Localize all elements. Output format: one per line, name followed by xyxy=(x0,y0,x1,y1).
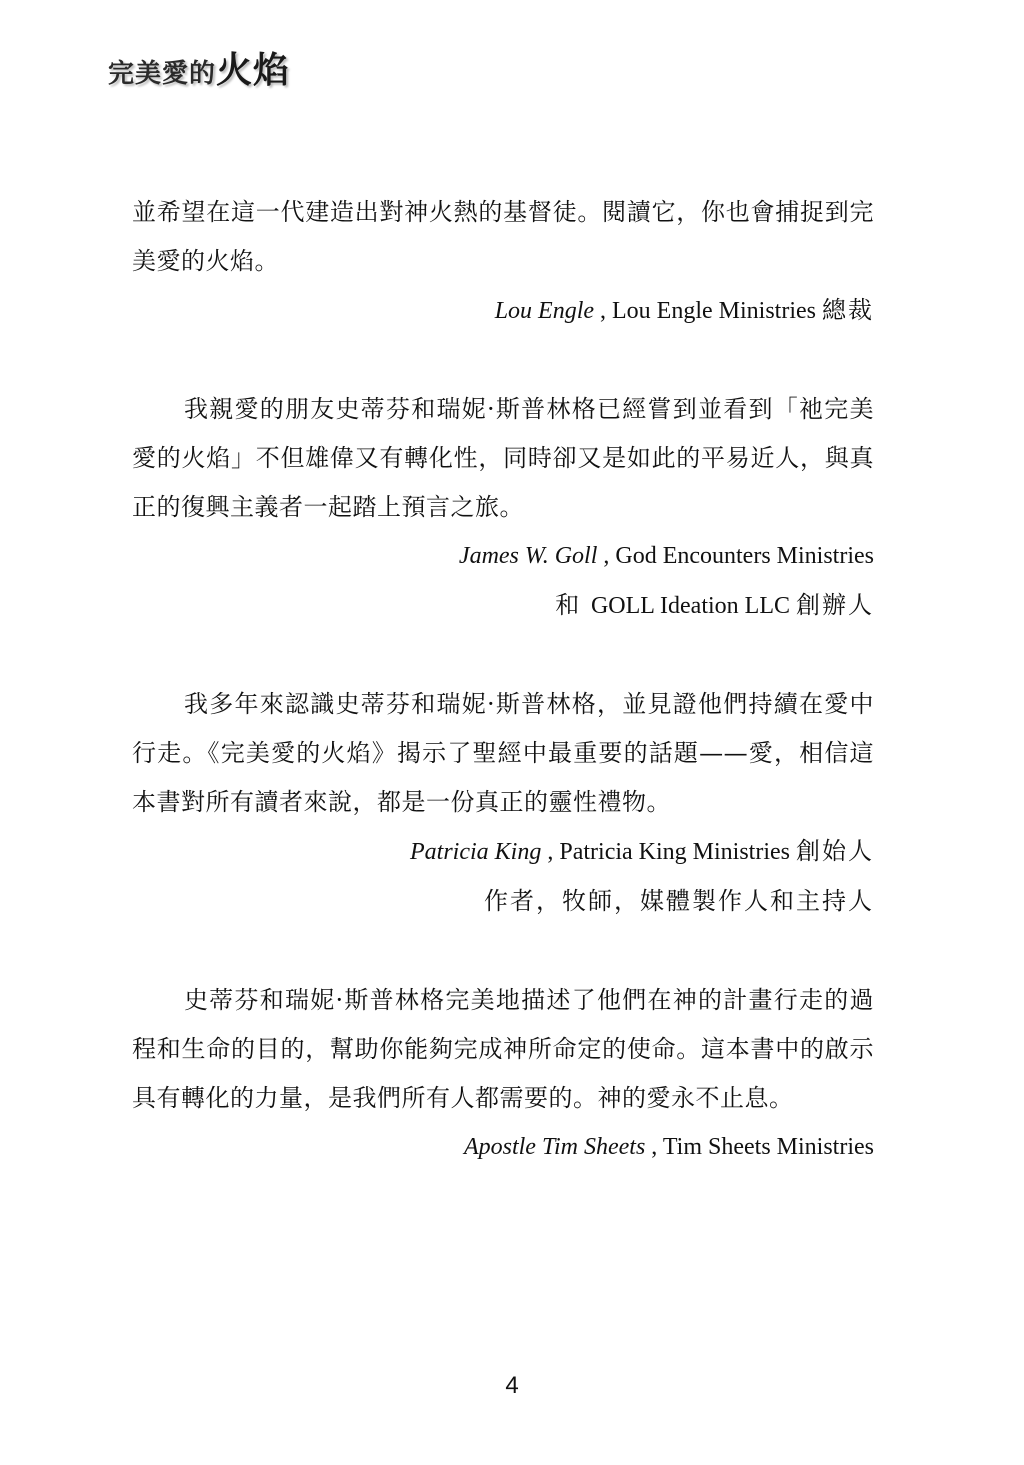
endorsement-attribution xyxy=(132,1123,874,1172)
page-number: 4 xyxy=(505,1372,519,1399)
section-spacer xyxy=(132,631,874,680)
endorsement-attribution xyxy=(132,286,874,336)
endorsement-paragraph: 史蒂芬和瑞妮·斯普林格完美地描述了他們在神的計畫行走的過程和生命的目的，幫助你能夠完成神所命定的使命。這本書中的啟示具有轉化的力量，是我們所有人都需要的。神的愛永不止息。 xyxy=(132,986,874,1112)
running-header xyxy=(108,44,291,91)
endorser-role: 總裁 xyxy=(822,296,874,324)
book-title-emphasis: 火焰 xyxy=(216,49,291,91)
endorser-name: Patricia King xyxy=(410,839,542,865)
book-title-main: 完美愛的 xyxy=(108,59,217,89)
endorser-org: , Lou Engle Ministries xyxy=(594,298,822,324)
endorser-name: James W. Goll xyxy=(458,543,598,569)
endorsement-paragraph: 我多年來認識史蒂芬和瑞妮·斯普林格，並見證他們持續在愛中行走。《完美愛的火焰》揭示了聖經中最重要的話題——愛，相信這本書對所有讀者來說，都是一份真正的靈性禮物。 xyxy=(132,690,874,816)
book-title-header xyxy=(108,49,291,91)
endorser-role: 作者，牧師，媒體製作人和主持人 xyxy=(484,887,874,915)
endorser-role-prefix: 和 xyxy=(555,591,591,619)
endorsement-paragraph: 我親愛的朋友史蒂芬和瑞妮·斯普林格已經嘗到並看到「祂完美愛的火焰」不但雄偉又有轉化性，同時卻又是如此的平易近人，與真正的復興主義者一起踏上預言之旅。 xyxy=(132,395,874,521)
endorser-role: 創辦人 xyxy=(796,591,874,619)
endorser-role: 創始人 xyxy=(796,837,874,865)
endorser-name: Lou Engle xyxy=(494,298,595,324)
endorsement-attribution-line2 xyxy=(132,877,874,927)
endorser-org: , Patricia King Ministries xyxy=(541,839,796,865)
endorser-org: , Tim Sheets Ministries xyxy=(645,1134,874,1160)
endorsement-paragraph: 並希望在這一代建造出對神火熱的基督徒。閱讀它，你也會捕捉到完美愛的火焰。 xyxy=(132,198,874,275)
endorsement-attribution xyxy=(132,827,874,877)
endorser-org: GOLL Ideation LLC xyxy=(590,593,796,619)
endorser-name: Apostle Tim Sheets xyxy=(463,1134,646,1160)
endorsement-attribution xyxy=(132,532,874,581)
endorsements-section xyxy=(132,188,874,1172)
endorsement-attribution-line2 xyxy=(132,581,874,631)
section-spacer xyxy=(132,927,874,976)
section-spacer xyxy=(132,336,874,385)
endorser-org: , God Encounters Ministries xyxy=(597,543,874,569)
